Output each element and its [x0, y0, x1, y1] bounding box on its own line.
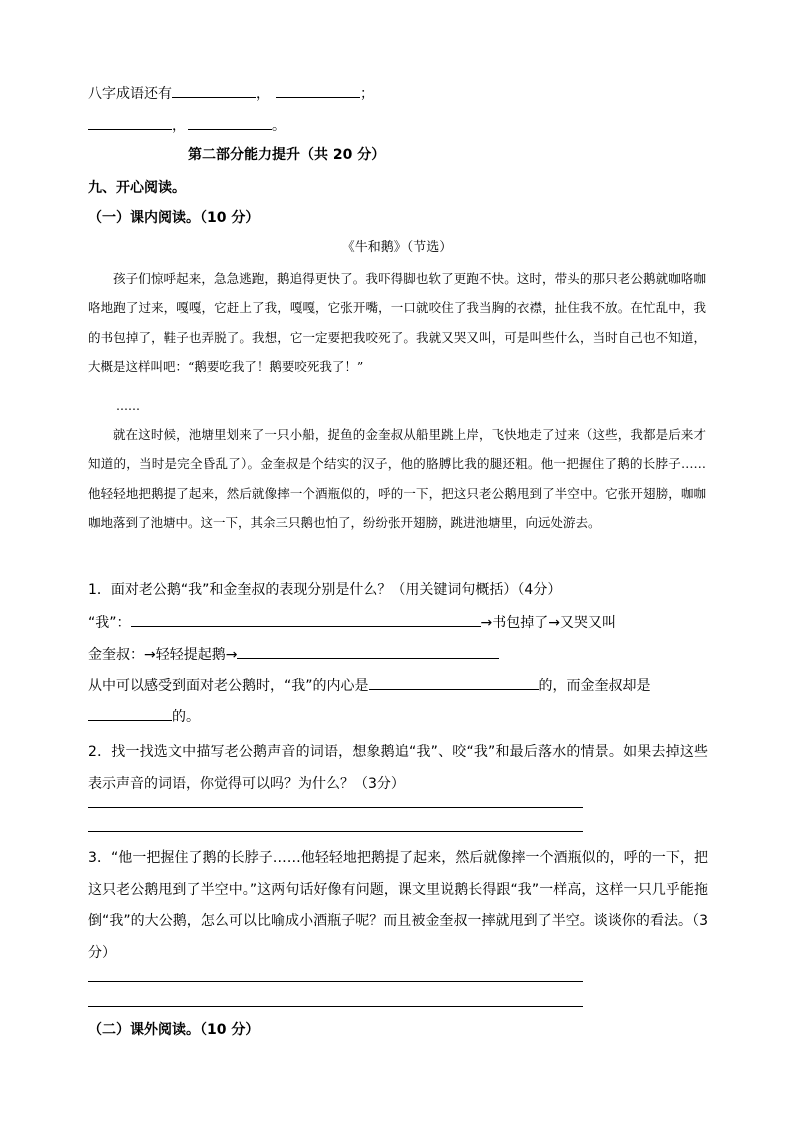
- passage-paragraph: 孩子们惊呼起来，急急逃跑，鹅追得更快了。我吓得脚也软了更跑不快。这时，带头的那只老公鹅就咖咯咖咯地跑了过来，嘎嘎，它赶上了我，嘎嘎，它张开嘴，一口就咬住了我当胸的衣襟，扯住我不放。在忙乱中，我的书包掉了，鞋子也弄脱了。我想，它一定要把我咬死了。我就又哭又叫，可是叫些什么，当时自己也不知道，大概是这样叫吧：“鹅要吃我了！鹅要咬死我了！”: [88, 271, 706, 374]
- q1-me-tail: →书包掉了→又哭又叫: [480, 615, 616, 631]
- answer-blank[interactable]: [172, 83, 256, 98]
- answer-blank[interactable]: [88, 706, 172, 721]
- passage-ellipsis: ……: [116, 399, 140, 413]
- idiom-sep: ，: [172, 118, 186, 134]
- q1-feel-mid: 的，而金奎叔却是: [538, 678, 651, 694]
- answer-blank[interactable]: [369, 675, 539, 690]
- idiom-line-2: [88, 115, 286, 136]
- question-2-prompt: 2．找一找选文中描写老公鹅声音的词语，想象鹅追“我”、咬“我”和最后落水的情景。如果去掉这些表示声音的词语，你觉得可以吗？为什么？（3分）: [88, 744, 708, 792]
- part-heading: 第二部分能力提升（共 20 分）: [188, 147, 386, 163]
- answer-blank[interactable]: [88, 115, 172, 130]
- idiom-end: ；: [360, 86, 374, 102]
- q1-feel-line-2: [88, 706, 200, 727]
- passage-body-1: [88, 264, 706, 381]
- question-3-prompt: 3．“他一把握住了鹅的长脖子……他轻轻地把鹅提了起来，然后就像摔一个酒瓶似的，呼的一下，把这只老公鹅甩到了半空中。”这两句话好像有问题，课文里说鹅长得跟“我”一样高，这样一只几乎能拖倒“我”的大公鹅，怎么可以比喻成小酒瓶子呢？而且被金奎叔一摔就甩到了半空。谈谈你的看法。（3分）: [88, 850, 708, 961]
- subsection-heading: （一）课内阅读。（10 分）: [88, 210, 260, 226]
- passage-title: 《牛和鹅》（节选）: [341, 240, 453, 255]
- passage-paragraph: 就在这时候，池塘里划来了一只小船，捉鱼的金奎叔从船里跳上岸，飞快地走了过来（这些，我都是后来才知道的，当时是完全昏乱了）。金奎叔是个结实的汉子，他的胳膊比我的腿还粗。他一把握住了鹅的长脖子……他轻轻地把鹅提了起来，然后就像摔一个酒瓶似的，呼的一下，把这只老公鹅甩到了半空中。它张开翅膀，咖咖咖地落到了池塘中。这一下，其余三只鹅也怕了，纷纷张开翅膀，跳进池塘里，向远处游去。: [88, 427, 706, 530]
- q1-feel-line: [88, 675, 651, 696]
- idiom-lead: 八字成语还有: [88, 86, 172, 102]
- answer-line[interactable]: [88, 1006, 583, 1007]
- section-heading: 九、开心阅读。: [88, 180, 186, 196]
- idiom-sep: ，: [256, 86, 270, 102]
- answer-blank[interactable]: [237, 644, 499, 659]
- question-3: [88, 843, 708, 969]
- idiom-line-1: [88, 83, 374, 104]
- idiom-end: 。: [272, 118, 286, 134]
- answer-blank[interactable]: [131, 612, 481, 627]
- q1-uncle-label: 金奎叔：→轻轻提起鹅→: [88, 647, 238, 663]
- q1-feel-end: 的。: [172, 709, 200, 725]
- q1-me-label: “我”：: [88, 615, 131, 631]
- answer-line[interactable]: [88, 981, 583, 982]
- answer-line[interactable]: [88, 831, 583, 832]
- question-2: [88, 737, 708, 800]
- answer-line[interactable]: [88, 807, 583, 808]
- question-1-prompt: 1．面对老公鹅“我”和金奎叔的表现分别是什么？（用关键词句概括）（4分）: [88, 582, 562, 598]
- subsection-heading-2: （二）课外阅读。（10 分）: [88, 1022, 260, 1038]
- passage-body-2: [88, 420, 706, 537]
- q1-uncle-line: [88, 644, 499, 665]
- q1-me-line: [88, 612, 616, 633]
- answer-blank[interactable]: [188, 115, 272, 130]
- answer-blank[interactable]: [276, 83, 360, 98]
- q1-feel-lead: 从中可以感受到面对老公鹅时，“我”的内心是: [88, 678, 369, 694]
